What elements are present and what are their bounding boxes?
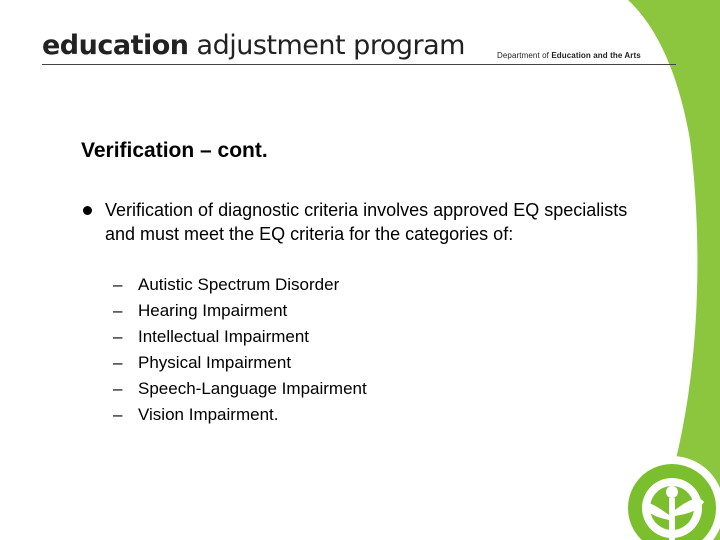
category-label: Physical Impairment [138,353,292,372]
department-prefix: Department of [497,51,549,60]
dash-icon: – [113,327,123,346]
dash-icon: – [113,353,123,372]
brand-bold: education [42,30,189,61]
slide-title: Verification – cont. [81,139,268,162]
dash-icon: – [113,405,123,424]
category-label: Vision Impairment. [138,405,279,424]
bullet-item [81,198,641,246]
brand-rest: adjustment program [196,30,465,61]
category-label: Intellectual Impairment [138,327,310,346]
dash-icon: – [113,275,123,294]
dash-icon: – [113,301,123,320]
bullet-dot-icon [83,206,92,215]
category-label: Speech-Language Impairment [138,379,367,398]
department-label [497,51,641,60]
header-divider [42,64,676,65]
department-name: Education and the Arts [551,51,641,60]
brand-logo-text [42,30,465,61]
category-label: Autistic Spectrum Disorder [138,275,340,294]
dash-icon: – [113,379,123,398]
category-label: Hearing Impairment [138,301,288,320]
bullet-text: Verification of diagnostic criteria involves approved EQ specialists and must meet the EQ criteria for the categories of: [105,200,628,244]
